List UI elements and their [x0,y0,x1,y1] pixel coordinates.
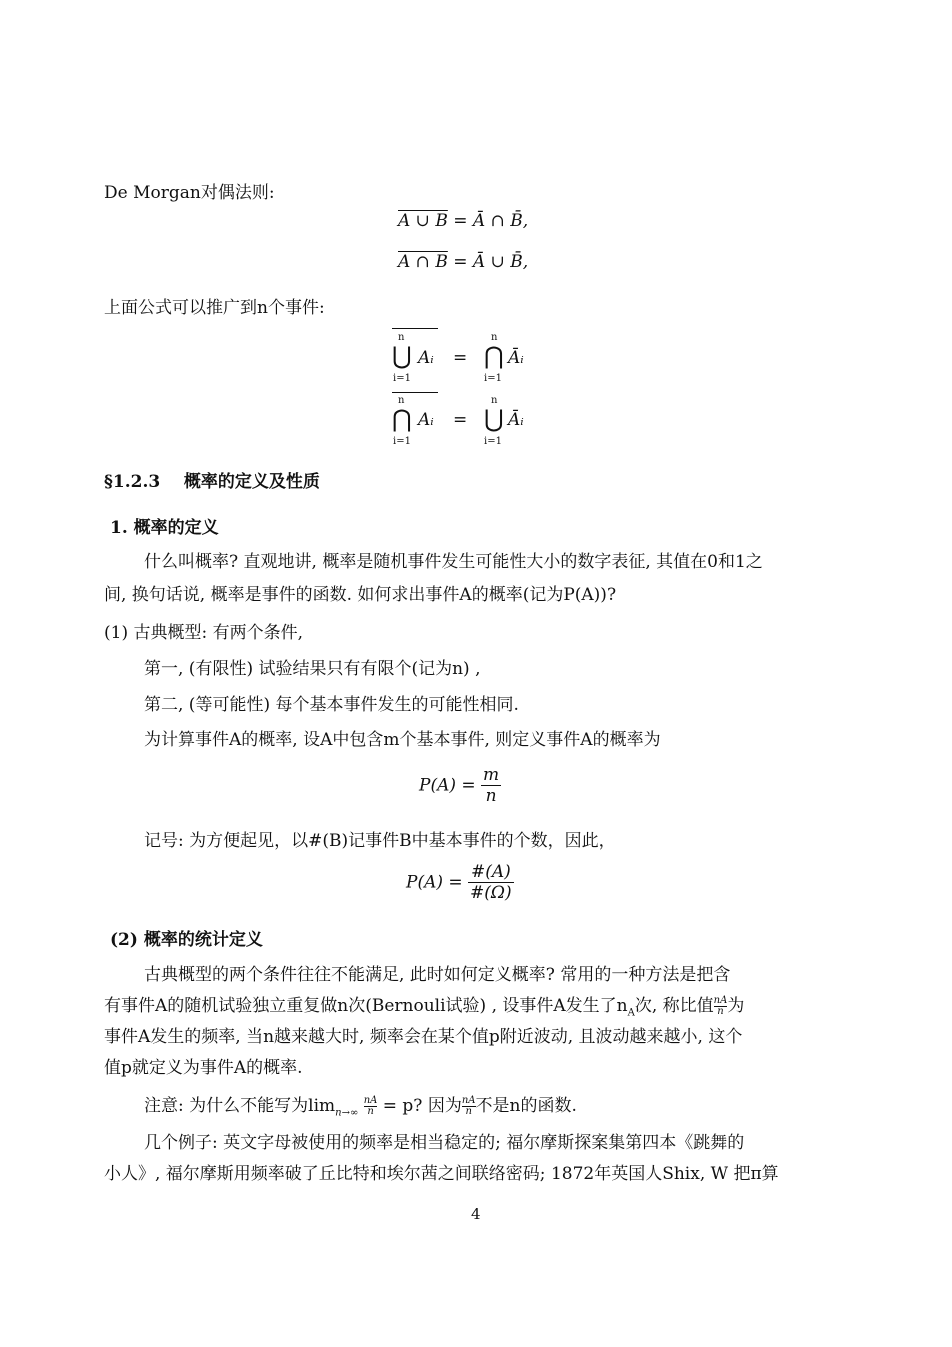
p2-line-2a: 有事件A的随机试验独立重复做n次(Bernouli试验) , 设事件A发生了n [104,996,628,1016]
eq1-rhs: = Ā ∩ B̄, [453,211,529,231]
formula2-lhs: P(A) = [406,872,463,893]
union2-upper-limit: n [491,395,498,406]
intersect2-term: Aᵢ [418,410,434,430]
condition-1: 第一, (有限性) 试验结果只有有限个(记为n) , [144,659,481,679]
note-frac-2-den: n [465,1106,472,1117]
note-frac-1-num: nA [363,1094,378,1106]
intersect2-lower-limit: i=1 [393,436,411,447]
p2-line-2 [104,991,744,1018]
subsection-2-heading: (2) 概率的统计定义 [110,930,263,950]
intersect-term: Āᵢ [508,348,524,368]
overline-union [392,328,438,329]
notation-line: 记号: 为方便起见，以#(B)记事件B中基本事件的个数，因此， [144,831,616,851]
examples-line-1: 几个例子: 英文字母被使用的频率是相当稳定的; 福尔摩斯探案集第四本《跳舞的 [144,1133,745,1153]
overline-intersect [392,392,438,393]
intersect2-symbol: ⋂ [392,405,412,433]
union-lower-limit: i=1 [393,373,411,384]
equals-sign-1: = [453,348,468,368]
generalize-line: 上面公式可以推广到n个事件: [104,298,325,318]
formula2-fraction [468,862,514,903]
note-c: 不是n的函数. [475,1096,577,1116]
p2-line-2b: 次, 称比值 [634,996,714,1016]
demorgan-equation-2 [398,252,528,272]
union2-term: Āᵢ [508,410,524,430]
frac-nA-over-n [714,996,728,1018]
calc-line: 为计算事件A的概率, 设A中包含m个基本事件, 则定义事件A的概率为 [144,730,661,750]
p2-line-4: 值p就定义为事件A的概率. [104,1058,303,1078]
p2-line-2c: 为 [727,996,745,1016]
union-term: Aᵢ [418,348,434,368]
condition-2: 第二, (等可能性) 每个基本事件发生的可能性相同. [144,695,519,715]
frac-nA-den: n [717,1006,724,1017]
classical-model-line: (1) 古典概型: 有两个条件, [104,623,304,643]
intersect-upper-limit: n [491,332,498,343]
section-heading: §1.2.3 概率的定义及性质 [104,472,320,492]
formula1-numerator: m [483,765,500,785]
union-symbol: ⋃ [392,342,412,370]
note-sub: n→∞ [335,1107,359,1119]
formula-probability-classical [419,765,501,806]
formula1-lhs: P(A) = [419,775,476,796]
note-b: = p? 因为 [382,1096,462,1116]
note-frac-2-num: nA [461,1094,476,1106]
union2-symbol: ⋃ [484,405,504,433]
note-a: 注意: 为什么不能写为lim [144,1096,336,1116]
demorgan-intro: De Morgan对偶法则: [104,183,275,203]
frac-nA-num: nA [713,994,728,1006]
union-upper-limit: n [398,332,405,343]
formula2-numerator: #(A) [468,862,514,883]
eq2-lhs: A ∩ B [398,252,448,272]
page-number: 4 [471,1205,481,1223]
examples-line-2: 小人》, 福尔摩斯用频率破了丘比特和埃尔茜之间联络密码; 1872年英国人Shix, W 把π算 [104,1164,779,1184]
intersect2-upper-limit: n [398,395,405,406]
union2-lower-limit: i=1 [484,436,502,447]
intersect-symbol: ⋂ [484,342,504,370]
eq1-lhs: A ∪ B [398,211,448,231]
note-frac-1-den: n [367,1106,374,1117]
p1-line-2: 间, 换句话说, 概率是事件的函数. 如何求出事件A的概率(记为P(A))? [104,585,617,605]
intersect-lower-limit: i=1 [484,373,502,384]
note-line [144,1091,577,1118]
formula-probability-count [406,862,514,903]
note-frac-2 [462,1096,476,1118]
eq2-rhs: = Ā ∪ B̄, [453,252,529,272]
formula1-fraction [481,765,501,806]
subsection-1-heading: 1. 概率的定义 [110,518,219,538]
formula2-denominator: #(Ω) [470,883,512,903]
demorgan-equation-1 [398,211,528,231]
p1-line-1: 什么叫概率? 直观地讲, 概率是随机事件发生可能性大小的数字表征, 其值在0和1之 [144,552,763,572]
p2-line-3: 事件A发生的频率, 当n越来越大时, 频率会在某个值p附近波动, 且波动越来越小, 这个 [104,1027,743,1047]
equals-sign-2: = [453,410,468,430]
p2-line-2-sub: A [627,1007,635,1019]
formula1-denominator: n [485,786,497,806]
note-frac-1 [364,1096,378,1118]
p2-line-1: 古典概型的两个条件往往不能满足, 此时如何定义概率? 常用的一种方法是把含 [144,965,731,985]
